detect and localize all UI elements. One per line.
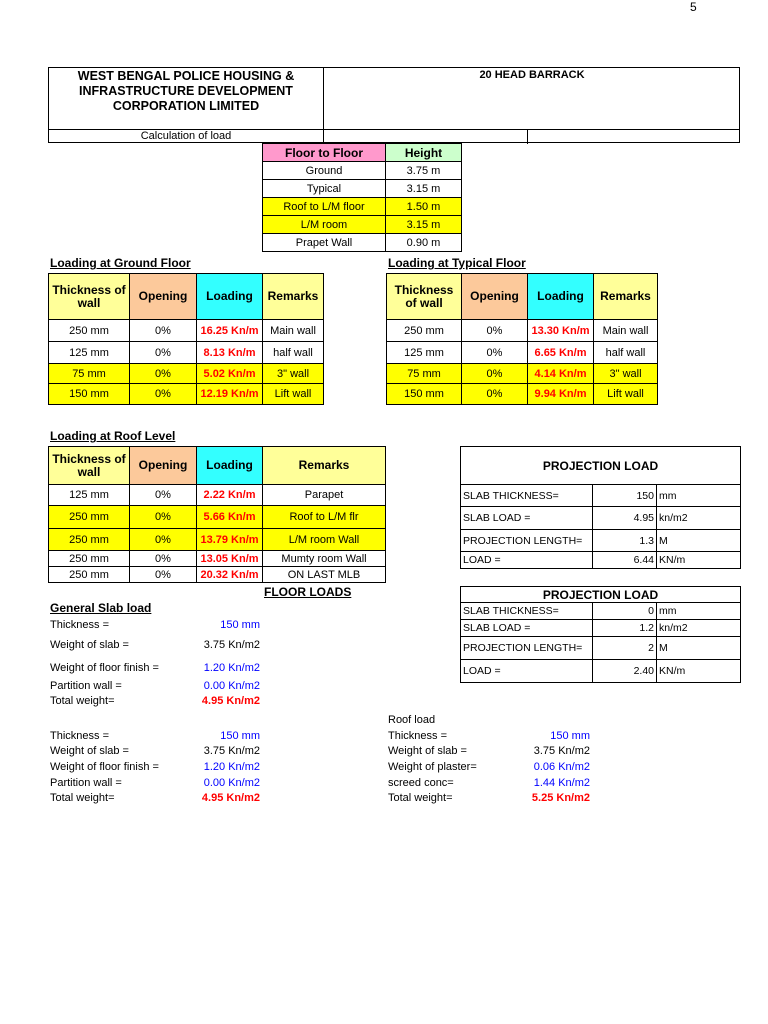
subtitle: Calculation of load xyxy=(49,130,324,144)
table-cell: L/M room Wall xyxy=(263,529,386,551)
table-cell: 150 mm xyxy=(387,384,462,405)
projection-unit: kn/m2 xyxy=(657,620,741,637)
projection-title: PROJECTION LOAD xyxy=(461,447,741,485)
slab-label: Total weight= xyxy=(50,695,115,707)
table-cell: 20.32 Kn/m xyxy=(197,567,263,583)
table-cell: 0% xyxy=(130,551,197,567)
projection-label: SLAB LOAD = xyxy=(461,620,593,637)
organization-name xyxy=(49,68,324,129)
table-cell: ON LAST MLB xyxy=(263,567,386,583)
table-cell: Parapet xyxy=(263,485,386,506)
org-line-2: INFRASTRUCTURE DEVELOPMENT xyxy=(79,84,293,98)
loading-header: Loading xyxy=(197,447,263,485)
projection-load-table-1 xyxy=(460,446,741,569)
roof-value: 150 mm xyxy=(550,730,590,742)
table-cell: 4.14 Kn/m xyxy=(528,364,594,384)
roof-load-title: Roof load xyxy=(388,714,436,726)
slab-value: 3.75 Kn/m2 xyxy=(203,639,260,651)
general-slab-title: General Slab load xyxy=(50,601,152,615)
roof-level-title: Loading at Roof Level xyxy=(50,429,176,443)
project-name: 20 HEAD BARRACK xyxy=(479,69,585,81)
table-cell: 9.94 Kn/m xyxy=(528,384,594,405)
opening-header: Opening xyxy=(130,274,197,320)
table-cell: 12.19 Kn/m xyxy=(197,384,263,405)
subtitle-row xyxy=(49,129,739,144)
table-cell: 5.66 Kn/m xyxy=(197,506,263,529)
slab-label: Thickness = xyxy=(50,619,109,631)
projection-load-table-2 xyxy=(460,586,741,683)
projection-label: SLAB LOAD = xyxy=(461,507,593,530)
table-cell: 0% xyxy=(130,485,197,506)
table-cell: 0% xyxy=(130,320,197,342)
projection-unit: KN/m xyxy=(657,660,741,683)
projection-label: SLAB THICKNESS= xyxy=(461,603,593,620)
table-cell: Lift wall xyxy=(594,384,658,405)
floor-col-header: Floor to Floor xyxy=(263,144,386,162)
subtitle-divider xyxy=(527,130,528,144)
roof-value: 3.75 Kn/m2 xyxy=(533,745,590,757)
slab-value: 150 mm xyxy=(220,730,260,742)
table-cell: 75 mm xyxy=(387,364,462,384)
table-cell: 0% xyxy=(462,364,528,384)
thickness-header: Thickness of wall xyxy=(49,447,130,485)
page-number: 5 xyxy=(690,0,697,14)
floor-name: Ground xyxy=(263,162,386,180)
ground-floor-table xyxy=(48,273,324,405)
table-cell: 0% xyxy=(462,320,528,342)
document-header xyxy=(48,67,740,143)
roof-label: Thickness = xyxy=(388,730,447,742)
table-cell: 13.30 Kn/m xyxy=(528,320,594,342)
floor-height: 3.15 m xyxy=(386,216,462,234)
table-cell: 125 mm xyxy=(49,485,130,506)
thickness-header: Thickness of wall xyxy=(49,274,130,320)
roof-label: Total weight= xyxy=(388,792,453,804)
projection-unit: M xyxy=(657,637,741,660)
table-cell: 0% xyxy=(130,364,197,384)
projection-value: 1.3 xyxy=(593,530,657,552)
floor-height: 3.75 m xyxy=(386,162,462,180)
projection-value: 1.2 xyxy=(593,620,657,637)
remarks-header: Remarks xyxy=(594,274,658,320)
roof-label: Weight of plaster= xyxy=(388,761,477,773)
loading-header: Loading xyxy=(197,274,263,320)
table-cell: Main wall xyxy=(594,320,658,342)
slab-value: 1.20 Kn/m2 xyxy=(203,662,260,674)
slab-label: Partition wall = xyxy=(50,680,122,692)
projection-value: 0 xyxy=(593,603,657,620)
floor-name: L/M room xyxy=(263,216,386,234)
roof-label: Weight of slab = xyxy=(388,745,467,757)
thickness-header: Thickness of wall xyxy=(387,274,462,320)
slab-value: 150 mm xyxy=(220,619,260,631)
slab-value: 4.95 Kn/m2 xyxy=(201,792,260,804)
remarks-header: Remarks xyxy=(263,447,386,485)
table-cell: 0% xyxy=(462,384,528,405)
roof-value: 0.06 Kn/m2 xyxy=(533,761,590,773)
table-cell: 250 mm xyxy=(49,567,130,583)
slab-label: Total weight= xyxy=(50,792,115,804)
typical-floor-table xyxy=(386,273,658,405)
org-line-1: WEST BENGAL POLICE HOUSING & xyxy=(77,69,295,83)
table-cell: 0% xyxy=(130,567,197,583)
height-col-header: Height xyxy=(386,144,462,162)
ground-floor-title: Loading at Ground Floor xyxy=(50,256,191,270)
loading-header: Loading xyxy=(528,274,594,320)
slab-value: 0.00 Kn/m2 xyxy=(203,680,260,692)
table-cell: 250 mm xyxy=(49,320,130,342)
table-cell: 2.22 Kn/m xyxy=(197,485,263,506)
slab-label: Partition wall = xyxy=(50,777,122,789)
projection-label: PROJECTION LENGTH= xyxy=(461,530,593,552)
projection-unit: M xyxy=(657,530,741,552)
table-cell: half wall xyxy=(594,342,658,364)
floor-loads-title: FLOOR LOADS xyxy=(264,585,352,599)
floor-height-table xyxy=(262,143,462,252)
org-line-3: CORPORATION LIMITED xyxy=(112,99,260,113)
slab-label: Weight of slab = xyxy=(50,745,129,757)
projection-value: 2 xyxy=(593,637,657,660)
projection-value: 2.40 xyxy=(593,660,657,683)
opening-header: Opening xyxy=(462,274,528,320)
opening-header: Opening xyxy=(130,447,197,485)
floor-height: 1.50 m xyxy=(386,198,462,216)
projection-title: PROJECTION LOAD xyxy=(461,587,741,603)
floor-height: 3.15 m xyxy=(386,180,462,198)
projection-value: 4.95 xyxy=(593,507,657,530)
slab-label: Weight of floor finish = xyxy=(50,761,159,773)
roof-value: 5.25 Kn/m2 xyxy=(531,792,590,804)
projection-label: PROJECTION LENGTH= xyxy=(461,637,593,660)
slab-value: 3.75 Kn/m2 xyxy=(203,745,260,757)
table-cell: 13.05 Kn/m xyxy=(197,551,263,567)
table-cell: 250 mm xyxy=(49,551,130,567)
table-cell: 0% xyxy=(130,506,197,529)
slab-label: Weight of slab = xyxy=(50,639,129,651)
table-cell: 250 mm xyxy=(387,320,462,342)
table-cell: Roof to L/M flr xyxy=(263,506,386,529)
slab-label: Weight of floor finish = xyxy=(50,662,159,674)
table-cell: 0% xyxy=(130,529,197,551)
table-cell: Main wall xyxy=(263,320,324,342)
slab-value: 0.00 Kn/m2 xyxy=(203,777,260,789)
table-cell: 5.02 Kn/m xyxy=(197,364,263,384)
slab-value: 4.95 Kn/m2 xyxy=(201,695,260,707)
typical-floor-title: Loading at Typical Floor xyxy=(388,256,526,270)
table-cell: 0% xyxy=(130,384,197,405)
projection-unit: mm xyxy=(657,603,741,620)
roof-value: 1.44 Kn/m2 xyxy=(533,777,590,789)
projection-label: LOAD = xyxy=(461,552,593,569)
table-cell: 0% xyxy=(462,342,528,364)
table-cell: 8.13 Kn/m xyxy=(197,342,263,364)
projection-label: SLAB THICKNESS= xyxy=(461,485,593,507)
table-cell: 125 mm xyxy=(49,342,130,364)
table-cell: Mumty room Wall xyxy=(263,551,386,567)
table-cell: 250 mm xyxy=(49,506,130,529)
table-cell: 13.79 Kn/m xyxy=(197,529,263,551)
projection-unit: kn/m2 xyxy=(657,507,741,530)
roof-level-table xyxy=(48,446,386,583)
projection-label: LOAD = xyxy=(461,660,593,683)
roof-label: screed conc= xyxy=(388,777,454,789)
table-cell: 6.65 Kn/m xyxy=(528,342,594,364)
floor-name: Typical xyxy=(263,180,386,198)
remarks-header: Remarks xyxy=(263,274,324,320)
projection-unit: mm xyxy=(657,485,741,507)
projection-value: 6.44 xyxy=(593,552,657,569)
floor-name: Prapet Wall xyxy=(263,234,386,252)
table-cell: Lift wall xyxy=(263,384,324,405)
floor-height: 0.90 m xyxy=(386,234,462,252)
table-cell: half wall xyxy=(263,342,324,364)
table-cell: 75 mm xyxy=(49,364,130,384)
projection-value: 150 xyxy=(593,485,657,507)
projection-unit: KN/m xyxy=(657,552,741,569)
table-cell: 125 mm xyxy=(387,342,462,364)
floor-name: Roof to L/M floor xyxy=(263,198,386,216)
table-cell: 3" wall xyxy=(594,364,658,384)
table-cell: 250 mm xyxy=(49,529,130,551)
slab-value: 1.20 Kn/m2 xyxy=(203,761,260,773)
table-cell: 3" wall xyxy=(263,364,324,384)
slab-label: Thickness = xyxy=(50,730,109,742)
table-cell: 150 mm xyxy=(49,384,130,405)
table-cell: 16.25 Kn/m xyxy=(197,320,263,342)
table-cell: 0% xyxy=(130,342,197,364)
